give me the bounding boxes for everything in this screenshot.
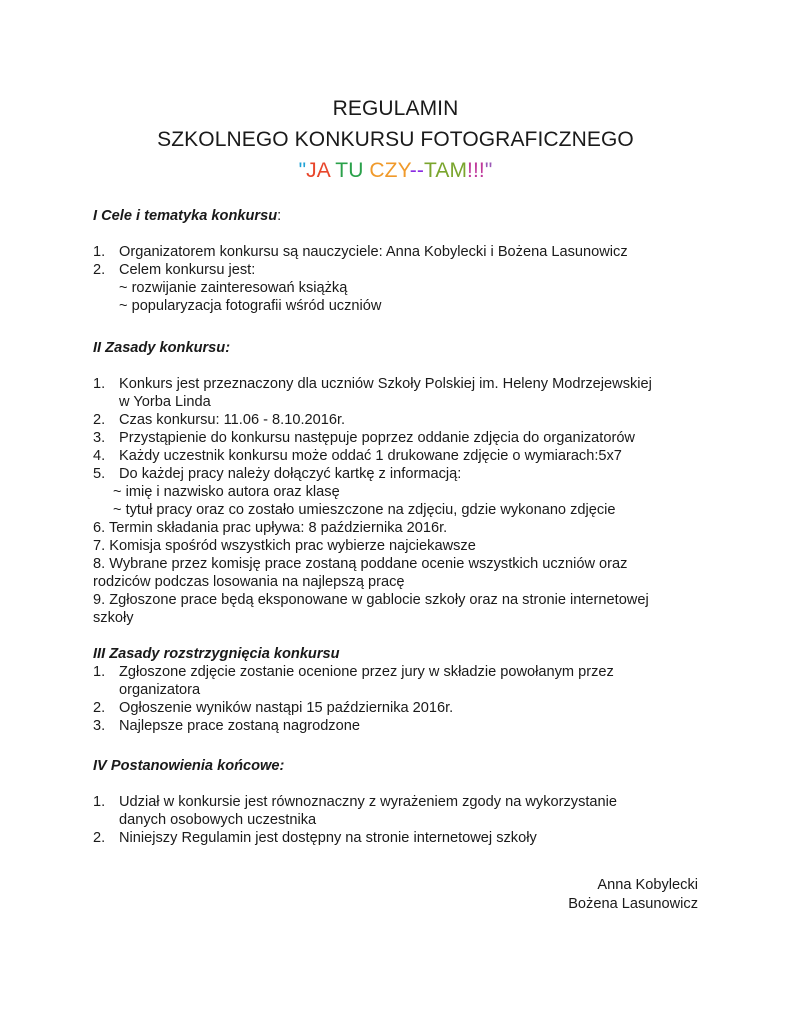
title-block	[0, 93, 791, 186]
quote-open: "	[298, 159, 307, 182]
section-3-item-1	[93, 663, 713, 699]
section-4-item-1	[93, 793, 713, 829]
section-2-item-5	[93, 465, 713, 483]
item-number: 2.	[93, 262, 106, 278]
section-2-item-3	[93, 429, 713, 447]
section-2-item-9: 9. Zgłoszone prace będą eksponowane w gablocie szkoły oraz na stronie internetowej	[93, 592, 649, 608]
section-2-item-9-cont: szkoły	[93, 610, 134, 626]
item-text: Zgłoszone zdjęcie zostanie ocenione przez jury w składzie powołanym przez	[119, 664, 614, 680]
section-1-sub-1: ~ rozwijanie zainteresowań książką	[119, 280, 348, 296]
section-3-item-3	[93, 717, 713, 735]
word-tu: TU	[335, 159, 364, 182]
item-number: 3.	[93, 430, 106, 446]
section-2-item-7: 7. Komisja spośród wszystkich prac wybierze najciekawsze	[93, 538, 476, 554]
item-text: Udział w konkursie jest równoznaczny z wyrażeniem zgody na wykorzystanie	[119, 794, 618, 810]
item-text: Konkurs jest przeznaczony dla uczniów Szkoły Polskiej im. Heleny Modrzejewskiej	[119, 376, 652, 392]
section-4-item-2	[93, 829, 713, 847]
section-1-item-1	[93, 243, 713, 261]
section-1-title	[93, 207, 713, 225]
section-4-title: IV Postanowienia końcowe:	[93, 758, 285, 774]
item-text: Organizatorem konkursu są nauczyciele: Anna Kobylecki i Bożena Lasunowicz	[119, 244, 628, 260]
item-text: Przystąpienie do konkursu następuje poprzez oddanie zdjęcia do organizatorów	[119, 430, 635, 446]
title-line-2: SZKOLNEGO KONKURSU FOTOGRAFICZNEGO	[157, 128, 634, 151]
contest-name	[0, 155, 791, 186]
item-number: 3.	[93, 718, 106, 734]
item-number: 2.	[93, 830, 106, 846]
section-2-item-6: 6. Termin składania prac upływa: 8 października 2016r.	[93, 520, 448, 536]
word-dashes: --	[409, 159, 424, 182]
word-ja: JA	[306, 159, 330, 182]
section-2-item-8: 8. Wybrane przez komisję prace zostaną poddane ocenie wszystkich uczniów oraz	[93, 556, 628, 572]
section-2-sub-2: ~ tytuł pracy oraz co zostało umieszczone na zdjęciu, gdzie wykonano zdjęcie	[113, 502, 616, 518]
section-1-sub-2: ~ popularyzacja fotografii wśród uczniów	[119, 298, 382, 314]
item-text: Do każdej pracy należy dołączyć kartkę z informacją:	[119, 466, 462, 482]
item-number: 1.	[93, 794, 106, 810]
section-2-item-2	[93, 411, 713, 429]
item-number: 5.	[93, 466, 106, 482]
signature-name-2: Bożena Lasunowicz	[568, 896, 698, 912]
item-text: Czas konkursu: 11.06 - 8.10.2016r.	[119, 412, 346, 428]
item-text-cont: w Yorba Linda	[119, 394, 211, 410]
signature	[568, 876, 698, 914]
item-number: 1.	[93, 244, 106, 260]
quote-close: "	[484, 159, 493, 182]
item-number: 1.	[93, 376, 106, 392]
section-3-item-2	[93, 699, 713, 717]
section-2-item-8-cont: rodziców podczas losowania na najlepszą pracę	[93, 574, 405, 590]
signature-name-1: Anna Kobylecki	[597, 877, 698, 893]
item-text-cont: organizatora	[119, 682, 201, 698]
section-1-title-colon: :	[277, 208, 282, 224]
item-number: 1.	[93, 664, 106, 680]
section-1-item-2	[93, 261, 713, 279]
section-2-title: II Zasady konkursu:	[93, 340, 231, 356]
item-text: Najlepsze prace zostaną nagrodzone	[119, 718, 360, 734]
section-2-item-1	[93, 375, 713, 411]
section-2-item-4	[93, 447, 713, 465]
item-text: Celem konkursu jest:	[119, 262, 256, 278]
item-text: Ogłoszenie wyników nastąpi 15 października 2016r.	[119, 700, 454, 716]
word-exclaims: !!!	[467, 159, 485, 182]
item-number: 2.	[93, 412, 106, 428]
item-text: Każdy uczestnik konkursu może oddać 1 drukowane zdjęcie o wymiarach:5x7	[119, 448, 622, 464]
word-czy: CZY	[369, 159, 410, 182]
word-tam: TAM	[423, 159, 468, 182]
item-number: 4.	[93, 448, 106, 464]
section-3-title: III Zasady rozstrzygnięcia konkursu	[93, 646, 340, 662]
section-2-sub-1: ~ imię i nazwisko autora oraz klasę	[113, 484, 340, 500]
item-text-cont: danych osobowych uczestnika	[119, 812, 317, 828]
title-line-1: REGULAMIN	[332, 97, 459, 120]
section-1-title-text: I Cele i tematyka konkursu	[93, 208, 278, 224]
content	[93, 200, 713, 847]
item-text: Niniejszy Regulamin jest dostępny na stronie internetowej szkoły	[119, 830, 537, 846]
item-number: 2.	[93, 700, 106, 716]
